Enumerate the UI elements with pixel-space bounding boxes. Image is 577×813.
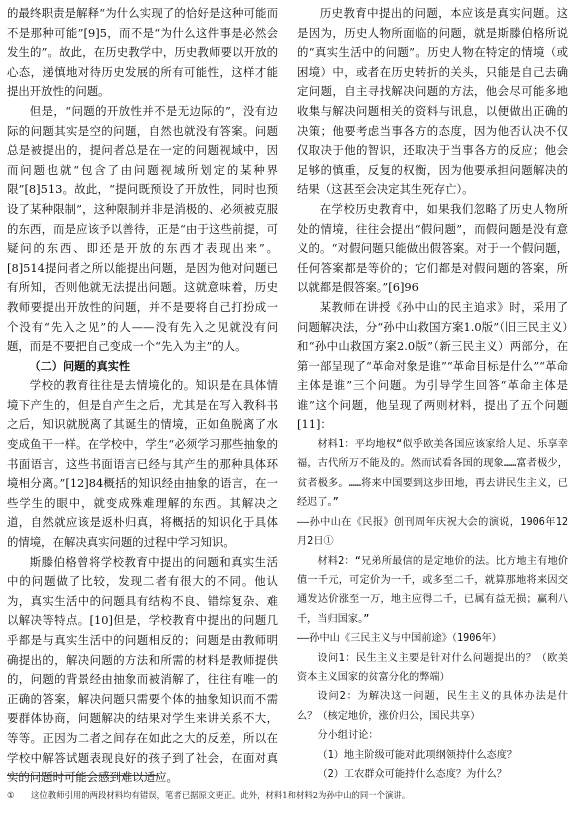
paragraph-1: 的最终职责是解释“为什么实现了的恰好是这种可能而不是那种可能”[9]5，而不是“为什么这件事是必然会发生的”。故此，在历史教学中，历史教师要以开放的心态，递慎地对待历史发展的所有可能性，这样才能提出开放性的问题。 [7, 6, 278, 99]
right-column [297, 4, 568, 784]
material-2: 材料2：“兄弟所最信的是定地价的法。比方地主有地价值一千元，可定价为一千，或多至二千，就算那地将来因交通发达价涨至一万，地主应得二千，已属有益无损；赢利八千，当归国家。” [297, 555, 568, 625]
material-1: 材料1：平均地权“似乎欧美各国应该家给人足、乐享幸福，古代所万不能及的。然而试看各国的现象……富者极少，贫者极多。……将来中国要到这步田地，再去讲民生主义，已经迟了。” [297, 439, 568, 509]
paragraph-5: 历史教育中提出的问题，本应该是真实问题。这是因为，历史人物所面临的问题，就是斯滕伯格所说的“真实生活中的问题”。历史人物在特定的情境（或困境）中，或者在历史转折的关头，只能是自己去确定问题，自主寻找解决问题的方法，他会尽可能多地收集与解决问题相关的资料与讯息，以便做出正确的决策；他要考虑当事各方的态度，因为他否认决不仅仅取决于他的智识，还取决于当事各方的反应；他会足够的慎重，反复的权衡，因为他要承担问题解决的结果（这甚至会决定其生死存亡）。 [297, 6, 568, 197]
material-2-source: ——孙中山《三民主义与中国前途》（1906年） [297, 633, 502, 645]
footnote-rule [7, 775, 159, 776]
question-2: 设问2：为解决这一问题，民生主义的具体办法是什么？（核定地价，涨价归公，国民共享） [297, 691, 568, 722]
paragraph-4: 斯滕伯格曾将学校教育中提出的问题和真实生活中的问题做了比较，发现二者有很大的不同。他认为，真实生活中的问题具有结构不良、错综复杂、难以解决等特点。[10]但是，学校教育中提出的问题几乎都是与真实生活中的问题相反的；问题是由教师明确提出的，解决问题的方法和所需的材料是教师提供的，问题的背景经由抽象而被消解了，往往有唯一的正确的答案，解决问题只需要个体的抽象知识而不需要群体协商，问题解决的结果对学生来讲关系不大，等等。正因为二者之间存在如此之大的反差，所以在学校中解答试题表现良好的孩子到了社会，在面对真实的问题时可能会感到难以适应。 [7, 554, 278, 785]
material-1-source: ——孙中山在《民报》创刊周年庆祝大会的演说，1906年12月2日① [297, 516, 568, 548]
group-discussion-label: 分小组讨论： [317, 730, 379, 742]
paragraph-6: 在学校历史教育中，如果我们忽略了历史人物所处的情境，往往会提出“假问题”，而假问题是没有意义的。“对假问题只能做出假答案。对于一个假问题，任何答案都是等价的；它们都是对假问题的答案，所以就都是假答案。”[6]96 [297, 201, 568, 295]
footnote-marker: ① [7, 790, 15, 800]
paragraph-2: 但是，“问题的开放性并不是无边际的”，没有边际的问题其实是空的问题，自然也就没有答案。问题总是被提出的，提问者总是在一定的问题视域中，因而问题也就“包含了由问题视域所划定的某种界限”[8]513。故此，“提问既预设了开放性，同时也预设了某种限制”，这种限制并非是消极的、必须被克服的东西，而是应该予以善待，正是“由于这些前提，可疑问的东西、即还是开放的东西才表现出来”。[8]514提问者之所以能提出问题，是因为他对问题已有所知，否则他就无法提出问题。这就意味着，历史教师要提出开放性的问题，并不是要将自己打扮成一个没有“先入之见”的人——没有先入之见就没有问题，而是不要把自己变成一个“先入为主”的人。 [7, 103, 278, 354]
discussion-question-1: （1）地主阶级可能对此项纲领持什么态度？ [317, 749, 518, 761]
paragraph-7: 某教师在讲授《孙中山的民主追求》时，采用了问题解决法，分“孙中山救国方案1.0版”（旧三民主义）和“孙中山救国方案2.0版”（新三民主义）两部分，在第一部呈现了“革命对象是谁”“革命目标是什么”“革命主体是谁”三个问题。为引导学生回答“革命主体是谁”这个问题，他呈现了两则材料，提出了五个问题[11]： [297, 299, 568, 432]
paragraph-3: 学校的教育往往是去情境化的。知识是在具体情境下产生的，但是自产生之后，尤其是在写入教科书之后，知识就脱离了其诞生的情境，正如鱼脱离了水变成鱼干一样。在学校中，学生“必须学习那些抽象的书面语言，这些书面语言已经与其产生的那种具体环境相分离。”[12]84概括的知识经由抽象的语言，在一些学生的眼中，就变成殊难理解的东西。其解决之道，自然就应该是返朴归真，将概括的知识化于具体的情境，在解决真实问题的过程中学习知识。 [7, 378, 278, 550]
footnote-text: 这位教师引用的两段材料均有错误，笔者已据原文更正。此外，材料1和材料2为孙中山的同一个演讲。 [31, 790, 411, 800]
discussion-question-2: （2）工农群众可能持什么态度？为什么？ [317, 768, 507, 780]
left-column [7, 4, 278, 788]
question-1: 设问1：民生主义主要是针对什么问题提出的？（欧美资本主义国家的贫富分化的弊端） [297, 652, 568, 683]
footnote [7, 788, 572, 802]
section-heading-authenticity: （二）问题的真实性 [29, 359, 131, 373]
